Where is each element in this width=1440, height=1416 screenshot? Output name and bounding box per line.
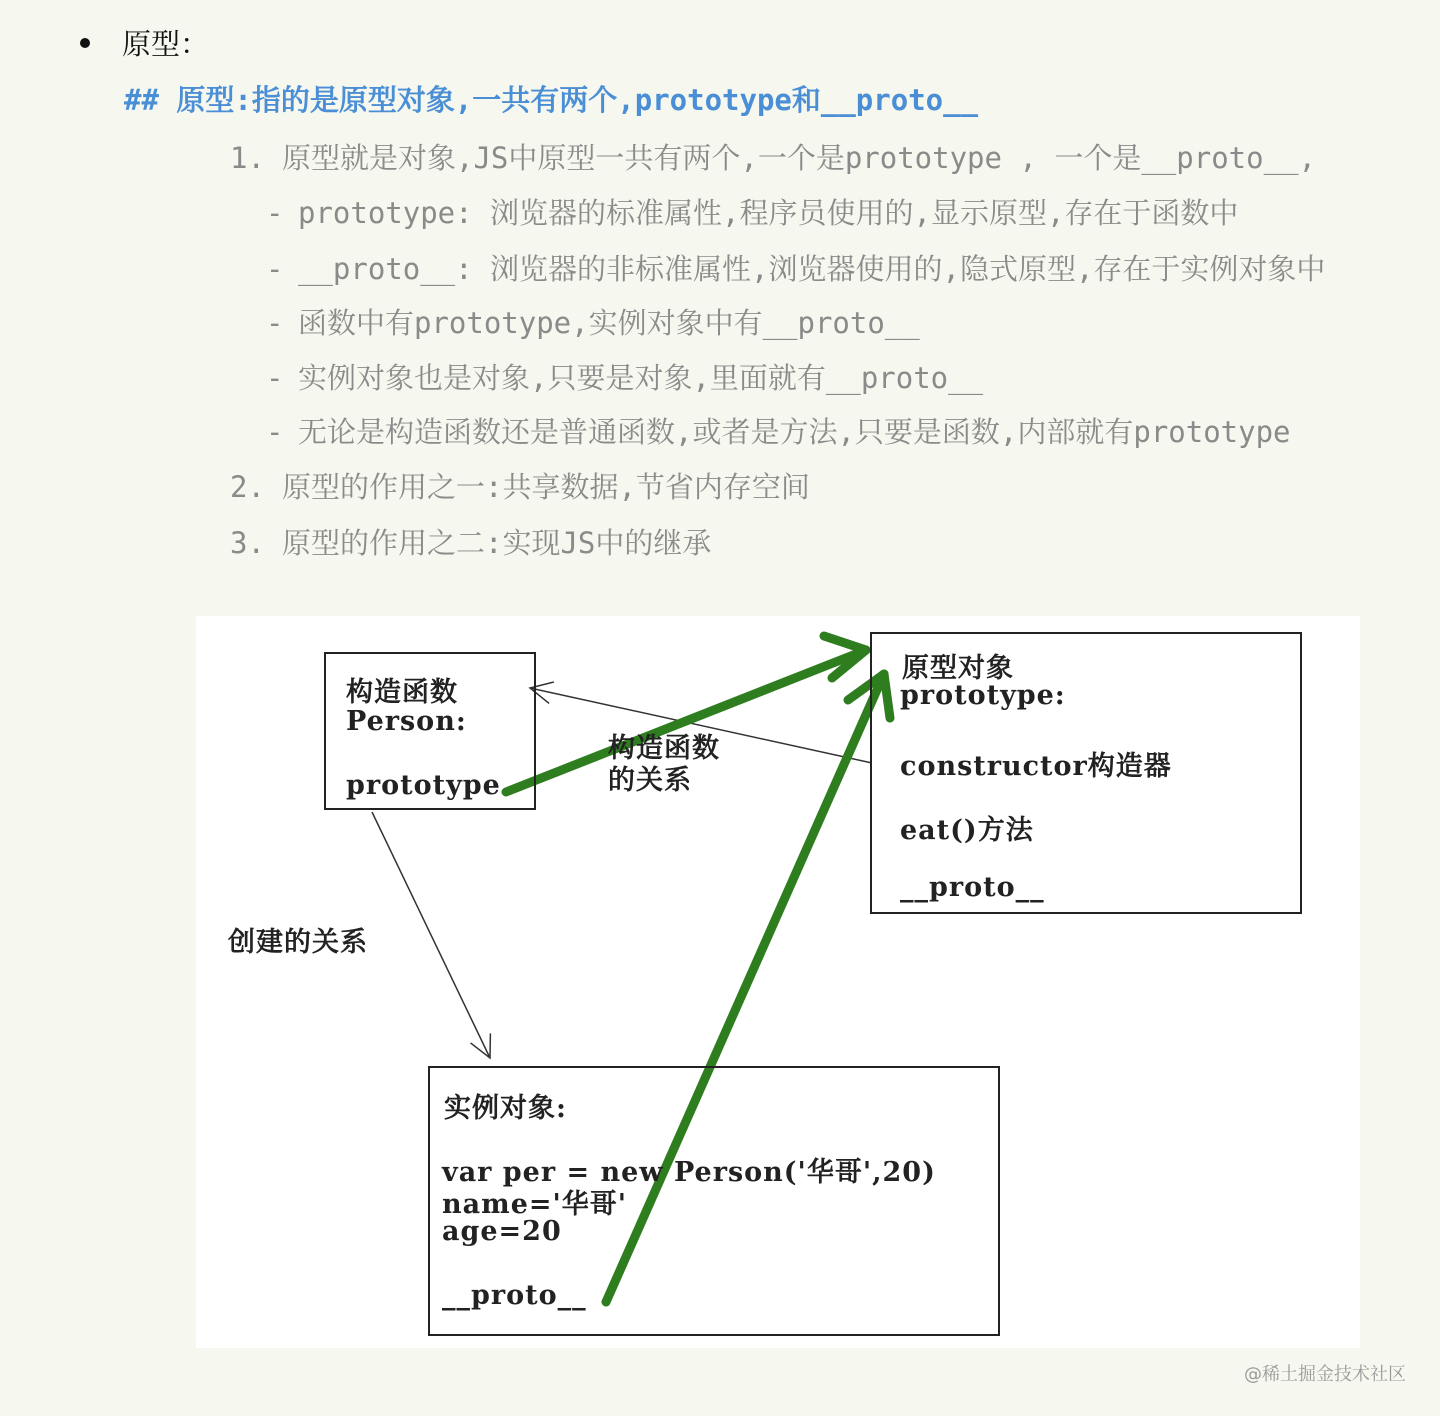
markdown-heading: ## 原型:指的是原型对象,一共有两个,prototype和__proto__	[124, 83, 979, 117]
prototype-object-constructor: constructor构造器	[900, 751, 1172, 782]
instance-code: var per = new Person('华哥',20)	[442, 1157, 936, 1188]
constructor-prototype: prototype	[346, 770, 501, 801]
constructor-title: 构造函数	[346, 677, 458, 708]
create-relation-arrow	[372, 812, 490, 1058]
list-item: - 无论是构造函数还是普通函数,或者是方法,只要是函数,内部就有prototype	[266, 415, 1291, 449]
constructor-relation-label-2: 的关系	[608, 765, 692, 796]
instance-name: name='华哥'	[442, 1189, 628, 1220]
list-item: 3. 原型的作用之二:实现JS中的继承	[230, 526, 712, 560]
constructor-relation-label-1: 构造函数	[608, 733, 720, 764]
watermark: @稀土掘金技术社区	[1244, 1364, 1406, 1385]
list-item: 2. 原型的作用之一:共享数据,节省内存空间	[230, 470, 810, 504]
list-item: - 实例对象也是对象,只要是对象,里面就有__proto__	[266, 361, 984, 395]
list-item: - __proto__: 浏览器的非标准属性,浏览器使用的,隐式原型,存在于实例对象中	[266, 252, 1326, 286]
list-item: 1. 原型就是对象,JS中原型一共有两个,一个是prototype , 一个是__proto__,	[230, 141, 1316, 175]
bullet-item	[80, 22, 209, 63]
constructor-name: Person:	[346, 706, 467, 737]
create-relation-label: 创建的关系	[228, 927, 368, 958]
list-item: - 函数中有prototype,实例对象中有__proto__	[266, 306, 920, 340]
prototype-diagram	[196, 616, 1360, 1348]
instance-proto: __proto__	[442, 1280, 587, 1311]
prototype-object-prototype: prototype:	[900, 680, 1066, 711]
list-item: - prototype: 浏览器的标准属性,程序员使用的,显示原型,存在于函数中	[266, 196, 1239, 230]
instance-title: 实例对象:	[444, 1093, 567, 1124]
bullet-label: 原型：	[122, 27, 210, 61]
prototype-object-method: eat()方法	[900, 815, 1034, 846]
prototype-object-proto: __proto__	[900, 872, 1045, 903]
instance-age: age=20	[442, 1216, 562, 1247]
prototype-object-title: 原型对象	[902, 653, 1014, 684]
bullet-dot	[80, 38, 90, 48]
